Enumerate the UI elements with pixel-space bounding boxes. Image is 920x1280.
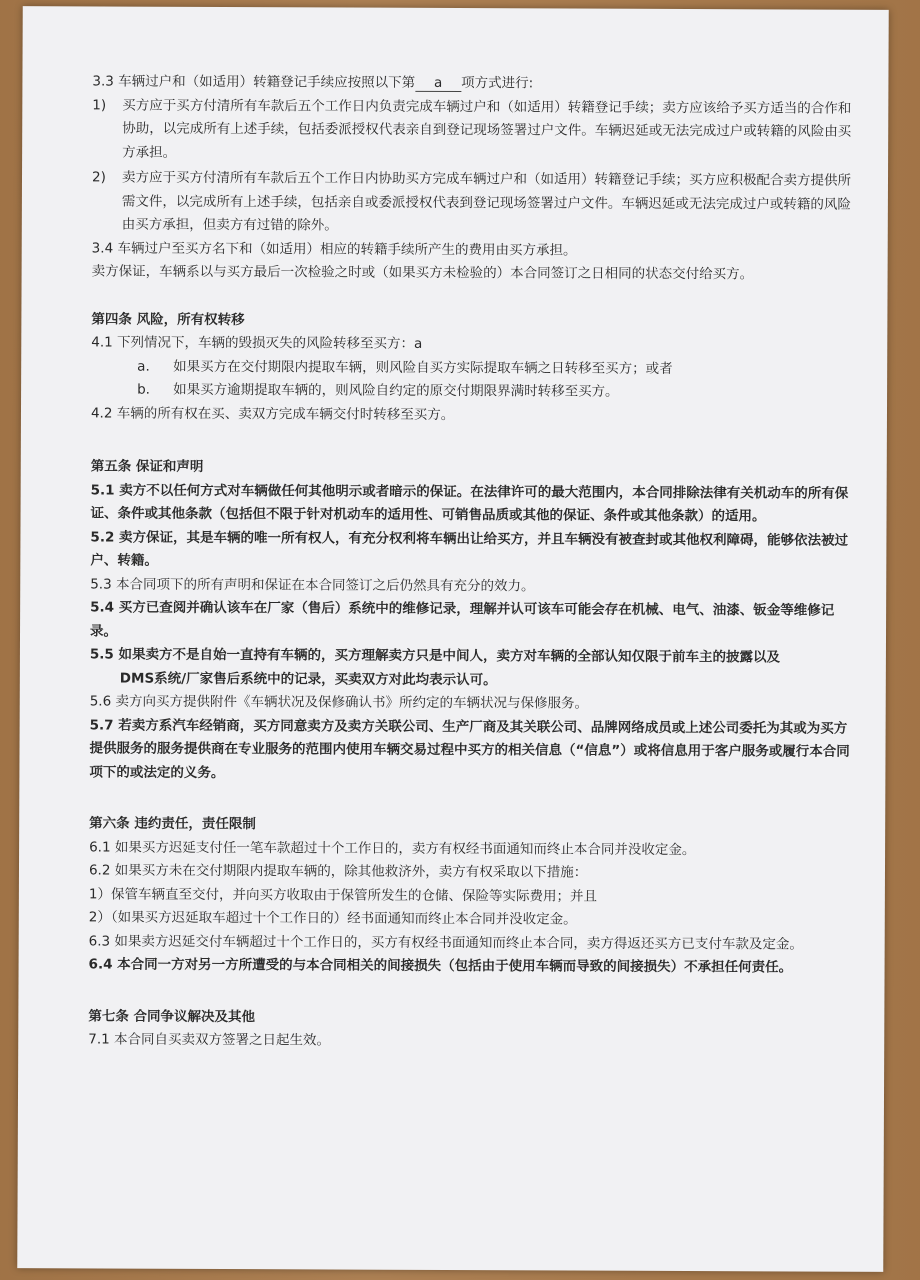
clause-4-1: 4.1 下列情况下，车辆的毁损灭失的风险转移至买方：a — [91, 334, 423, 352]
clause-5-5-cont: DMS系统/厂家售后系统中的记录，买卖双方对此均表示认可。 — [119, 670, 497, 688]
item-text: 卖方应于买方付清所有车款后五个工作日内协助买方完成车辆过户和（如适用）转籍登记手续；买方应积极配合卖方提供所需文件，以完成所有上述手续，包括亲自或委派授权代表到登记现场签署过户文件。车辆迟延或无法完成过户或转籍的风险由买方承担，但卖方有过错的除外。 — [121, 169, 852, 234]
clause-3-3 — [92, 70, 854, 97]
clause-3-3-post: 项方式进行: — [461, 75, 534, 92]
item-number: 1) — [92, 96, 107, 113]
clause-6-3: 6.3 如果卖方迟延交付车辆超过十个工作日的，买方有权经书面通知而终止本合同，卖方得返还买方已支付车款及定金。 — [88, 932, 803, 953]
clause-3-3-item-2 — [92, 166, 854, 240]
article-4-title: 第四条 风险，所有权转移 — [91, 310, 245, 328]
clause-5-3: 5.3 本合同项下的所有声明和保证在本合同签订之后仍然具有充分的效力。 — [90, 575, 535, 594]
clause-5-5: 5.5 如果卖方不是自始一直持有车辆的，买方理解卖方只是中间人，卖方对车辆的全部认知仅限于前车主的披露以及 — [89, 646, 781, 666]
clause-5-7: 5.7 若卖方系汽车经销商，买方同意卖方及卖方关联公司、生产厂商及其关联公司、品牌网络成员或上述公司委托为其或为买方提供服务的服务提供商在专业服务的范围内使用车辆交易过程中买方的相关信息（“信息”）或将信息用于客户服务或履行本合同项下的或法定的义务。 — [89, 716, 850, 781]
sub-text: 如果买方逾期提取车辆的，则风险自约定的原交付期限界满时转移至买方。 — [173, 381, 619, 400]
clause-5-6: 5.6 卖方向买方提供附件《车辆状况及保修确认书》所约定的车辆状况与保修服务。 — [89, 693, 589, 712]
clause-6-1: 6.1 如果买方迟延支付任一笔车款超过十个工作日的，卖方有权经书面通知而终止本合同并没收定金。 — [89, 838, 696, 858]
clause-3-4-guarantee: 卖方保证，车辆系以与买方最后一次检验之时或（如果买方未检验的）本合同签订之日相同的状态交付给买方。 — [91, 263, 754, 283]
sub-letter: a. — [137, 358, 150, 375]
item-number: 2) — [91, 169, 106, 186]
clause-6-2-measure-2: 2）（如果买方迟延取车超过十个工作日的）经书面通知而终止本合同并没收定金。 — [88, 909, 577, 928]
sub-text: 如果买方在交付期限内提取车辆，则风险自买方实际提取车辆之日转移至买方；或者 — [173, 358, 673, 377]
clause-5-4: 5.4 买方已查阅并确认该车在厂家（售后）系统中的维修记录，理解并认可该车可能会存在机械、电气、油漆、钣金等维修记录。 — [89, 599, 835, 640]
article-5-title: 第五条 保证和声明 — [90, 458, 204, 475]
item-text: 买方应于买方付清所有车款后五个工作日内负责完成车辆过户和（如适用）转籍登记手续；卖方应该给予买方适当的合作和协助，以完成所有上述手续，包括委派授权代表亲自到登记现场签署过户文件。车辆迟延或无法完成过户或转籍的风险由买方承担。 — [122, 97, 852, 161]
article-6-title: 第六条 违约责任，责任限制 — [89, 815, 256, 833]
clause-4-1-b — [91, 378, 853, 405]
clause-6-4: 6.4 本合同一方对另一方所遭受的与本合同相关的间接损失（包括由于使用车辆而导致的间接损失）不承担任何责任。 — [88, 956, 793, 976]
clause-3-3-pre: 3.3 车辆过户和（如适用）转籍登记手续应按照以下第 — [92, 73, 416, 91]
clause-3-3-item-1 — [92, 94, 854, 168]
clause-4-1-a — [91, 355, 853, 382]
sub-letter: b. — [137, 381, 150, 398]
article-7-title: 第七条 合同争议解决及其他 — [88, 1007, 256, 1025]
clause-5-1: 5.1 卖方不以任何方式对车辆做任何其他明示或者暗示的保证。在法律许可的最大范围内，本合同排除法律有关机动车的所有保证、条件或其他条款（包括但不限于针对机动车的适用性、可销售品质或其他的保证、条件或其他条款）的适用。 — [90, 481, 849, 525]
clause-5-2: 5.2 卖方保证，其是车辆的唯一所有权人，有充分权利将车辆出让给买方，并且车辆没有被查封或其他权利障碍，能够依法被过户、转籍。 — [90, 528, 849, 569]
contract-page — [17, 6, 888, 1272]
clause-7-1: 7.1 本合同自买卖双方签署之日起生效。 — [88, 1031, 331, 1049]
clause-6-2-measure-1: 1）保管车辆直至交付，并向买方收取由于保管所发生的仓储、保险等实际费用；并且 — [88, 885, 598, 905]
clause-3-3-fill: a — [415, 76, 461, 92]
clause-4-2: 4.2 车辆的所有权在买、卖双方完成车辆交付时转移至买方。 — [90, 404, 455, 423]
clause-6-2: 6.2 如果买方未在交付期限内提取车辆的，除其他救济外，卖方有权采取以下措施： — [88, 862, 588, 881]
contract-body — [88, 70, 854, 1055]
clause-3-4: 3.4 车辆过户至买方名下和（如适用）相应的转籍手续所产生的费用由买方承担。 — [91, 239, 577, 259]
